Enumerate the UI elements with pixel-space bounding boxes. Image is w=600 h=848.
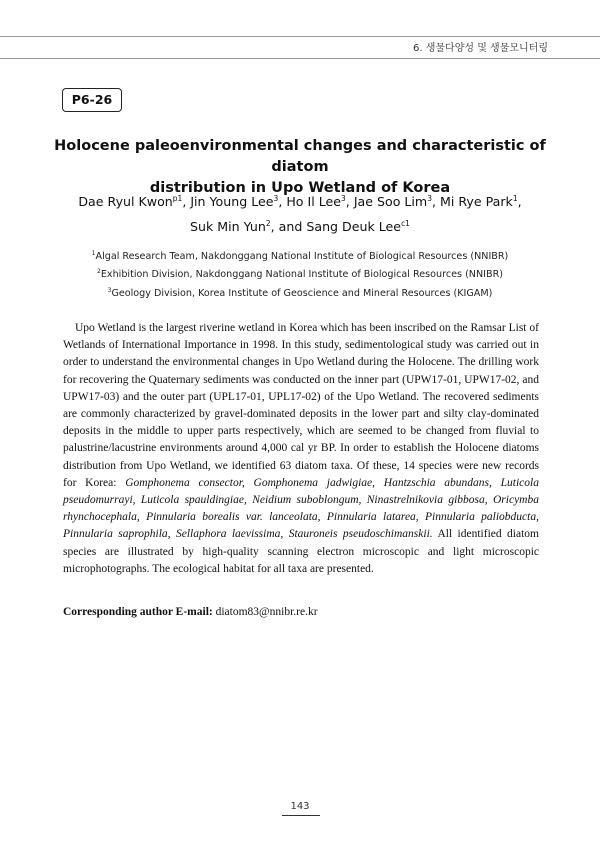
affiliation: $^1$Algal Research Team, Nakdonggang National Institute of Biological Resources (NNIBR) bbox=[91, 250, 509, 263]
page-number-underline bbox=[282, 815, 320, 816]
author-list bbox=[40, 188, 560, 238]
title-line: Holocene paleoenvironmental changes and characteristic of diatom bbox=[54, 138, 546, 175]
author: Jin Young Lee$^3$, bbox=[190, 194, 287, 210]
author-email-link[interactable]: diatom83@nnibr.re.kr bbox=[215, 606, 318, 618]
author: Jae Soo Lim$^3$, bbox=[353, 194, 440, 210]
author: Mi Rye Park$^1$, bbox=[439, 194, 522, 210]
affiliation-list bbox=[40, 246, 560, 301]
corresponding-label: Corresponding author E-mail: bbox=[63, 606, 213, 618]
section-label: 6. 생물다양성 및 생물모니터링 bbox=[413, 43, 548, 54]
corresponding-author bbox=[63, 604, 539, 621]
new-record-species: Gomphonema consector, Gomphonema jadwigiae, Hantzschia abundans, Luticola pseudomurrayi, Luticola spauldingiae, Neidium suboblongum, Ninastrelnikovia gibbosa, Oricymba rhynchocephala, Pinnularia borealis var. lanceolata, Pinnularia latarea, Pinnularia paliobducta, Pinnularia saprophila, Sellaphora laevissima, Stauroneis pseudoschimanskii. bbox=[63, 476, 539, 541]
header-rule-top bbox=[0, 36, 600, 37]
author: Suk Min Yun$^2$, bbox=[190, 219, 279, 235]
affiliation: $^3$Geology Division, Korea Institute of Geoscience and Mineral Resources (KIGAM) bbox=[107, 286, 493, 299]
author: and Sang Deuk Lee$^{c1}$ bbox=[278, 219, 410, 235]
author: Ho Il Lee$^3$, bbox=[286, 194, 354, 210]
abstract-body: Upo Wetland is the largest riverine wetland in Korea which has been inscribed on the Ramsar List of Wetlands of International Importance in 1998. In this study, sedimentological study was carried out in order to understand the environmental changes in Upo Wetland during the Holocene. The drilling work for recovering the Quaternary sediments was conducted on the inner part (UPW17-01, UPW17-02, and UPW17-03) and the outer part (UPL17-01, UPL17-02) of the Upo Wetland. The recovered sediments are commonly characterized by gravel-dominated deposits in the lower part and silty clay-dominated deposits in the middle to upper parts respectively, which are seemed to be changed from fluvial to palustrine/lacustrine environments around 4,000 cal yr BP. In order to establish the Holocene diatoms distribution from Upo Wetland, we identified 63 diatom taxa. Of these, 14 species were new records for Korea: Gomphonema consector, Gomphonema jadwigiae, Hantzschia abundans, Luticola pseudomurrayi, Luticola spauldingiae, Neidium suboblongum, Ninastrelnikovia gibbosa, Oricymba rhynchocephala, Pinnularia borealis var. lanceolata, Pinnularia latarea, Pinnularia paliobducta, Pinnularia saprophila, Sellaphora laevissima, Stauroneis pseudoschimanskii. All identified diatom species are illustrated by high-quality scanning electron microscopic and light microscopic microphotographs. The ecological habitat for all taxa are presented. bbox=[63, 322, 539, 575]
page-number: 143 bbox=[290, 801, 310, 812]
title-line: distribution in Upo Wetland of Korea bbox=[149, 180, 451, 196]
poster-code: P6-26 bbox=[62, 88, 122, 112]
author: Dae Ryul Kwon$^{p1}$, bbox=[78, 194, 191, 210]
affiliation: $^2$Exhibition Division, Nakdonggang National Institute of Biological Resources (NNIBR) bbox=[97, 268, 503, 281]
header-rule-bottom bbox=[0, 58, 600, 59]
